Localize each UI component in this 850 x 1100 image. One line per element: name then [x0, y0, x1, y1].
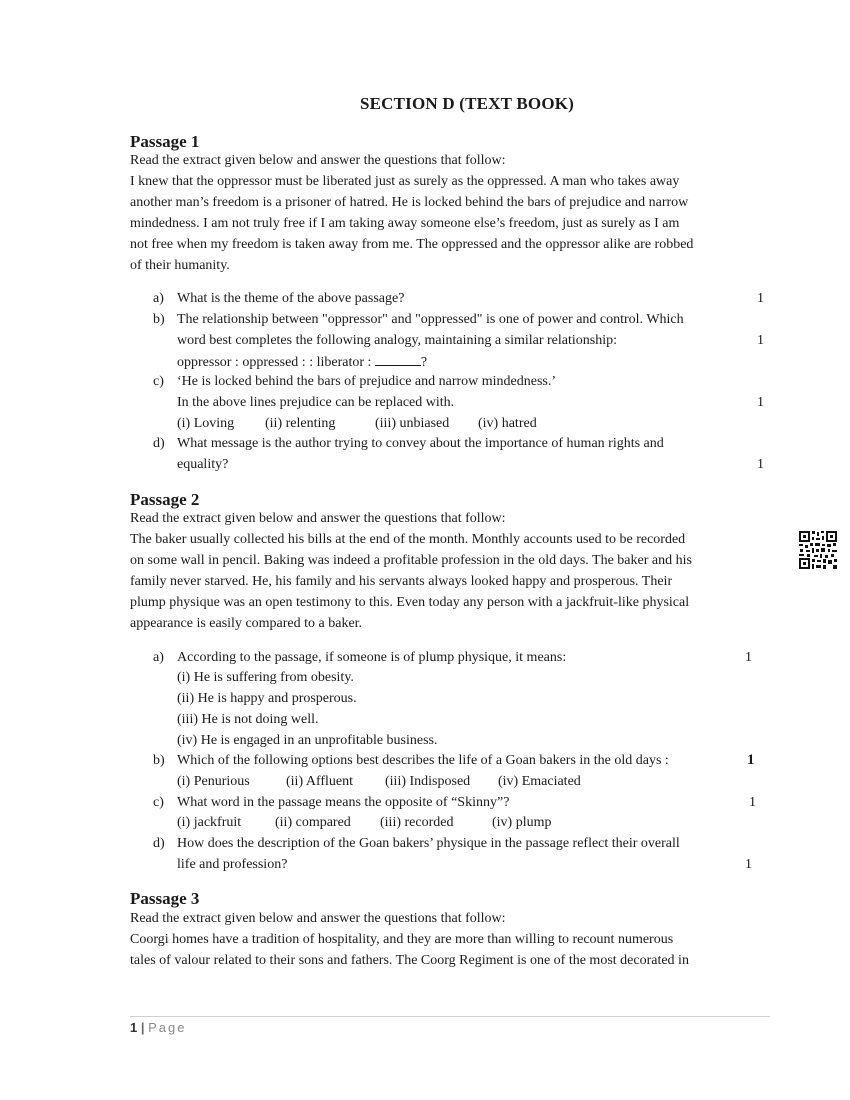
- question-marks: 1: [749, 795, 756, 810]
- question-text: According to the passage, if someone is of plump physique, it means:: [177, 650, 567, 665]
- option: (ii) relenting: [265, 416, 336, 431]
- passage-1-text-line: mindedness. I am not truly free if I am taking away someone else’s freedom, just as surely as I am: [130, 216, 680, 231]
- question-label: b): [153, 312, 165, 327]
- option: (iv) Emaciated: [498, 774, 581, 789]
- option: (ii) Affluent: [286, 774, 354, 789]
- passage-3-heading: Passage 3: [130, 889, 200, 908]
- question-label: c): [153, 374, 164, 389]
- question-text: How does the description of the Goan bakers’ physique in the passage reflect their overall: [177, 836, 680, 851]
- question-text: Which of the following options best describes the life of a Goan bakers in the old days :: [177, 753, 669, 768]
- question-text: What word in the passage means the opposite of “Skinny”?: [177, 795, 510, 810]
- question-label: d): [153, 436, 165, 451]
- option: (ii) compared: [275, 815, 351, 830]
- passage-2-text-line: on some wall in pencil. Baking was indeed a profitable profession in the old days. The baker and his: [130, 553, 692, 568]
- analogy-text: oppressor : oppressed : : liberator :: [177, 355, 375, 370]
- question-marks: 1: [745, 650, 752, 665]
- question-text: The relationship between "oppressor" and "oppressed" is one of power and control. Which: [177, 312, 684, 327]
- footer-divider: [130, 1016, 770, 1017]
- option: (iii) Indisposed: [385, 774, 471, 789]
- option: (iv) He is engaged in an unprofitable business.: [177, 733, 438, 748]
- option: (iv) plump: [492, 815, 552, 830]
- option: (i) Penurious: [177, 774, 250, 789]
- passage-3-text-line: Coorgi homes have a tradition of hospitality, and they are more than willing to recount numerous: [130, 932, 674, 947]
- question-marks: 1: [757, 395, 764, 410]
- option: (iii) recorded: [380, 815, 454, 830]
- question-label: a): [153, 650, 164, 665]
- question-label: a): [153, 291, 164, 306]
- passage-1-text-line: another man’s freedom is a prisoner of hatred. He is locked behind the bars of prejudice and narrow: [130, 195, 689, 210]
- analogy-end: ?: [420, 355, 428, 370]
- passage-1-text-line: of their humanity.: [130, 258, 230, 273]
- question-text: What is the theme of the above passage?: [177, 291, 405, 306]
- passage-2-text-line: appearance is easily compared to a baker.: [130, 616, 363, 631]
- question-marks: 1: [757, 291, 764, 306]
- passage-3-instruction: Read the extract given below and answer the questions that follow:: [130, 911, 506, 926]
- option: (i) Loving: [177, 416, 235, 431]
- page-number: 1: [130, 1020, 138, 1035]
- question-label: c): [153, 795, 164, 810]
- question-text: ‘He is locked behind the bars of prejudice and narrow mindedness.’: [177, 374, 557, 389]
- analogy-line: [177, 353, 427, 372]
- passage-1-heading: Passage 1: [130, 132, 200, 151]
- passage-1-instruction: Read the extract given below and answer the questions that follow:: [130, 153, 506, 168]
- qr-code-icon: [798, 530, 838, 570]
- question-marks: 1: [757, 457, 764, 472]
- question-text: life and profession?: [177, 857, 288, 872]
- option: (iii) unbiased: [375, 416, 450, 431]
- question-text: word best completes the following analogy, maintaining a similar relationship:: [177, 333, 617, 348]
- question-label: b): [153, 753, 165, 768]
- question-label: d): [153, 836, 165, 851]
- passage-2-heading: Passage 2: [130, 490, 200, 509]
- passage-1-text-line: not free when my freedom is taken away from me. The oppressed and the oppressor alike are robbed: [130, 237, 694, 252]
- question-text: equality?: [177, 457, 229, 472]
- question-marks: 1: [745, 857, 752, 872]
- passage-2-text-line: family never starved. He, his family and his servants always looked happy and prosperous. Their: [130, 574, 673, 589]
- question-marks: 1: [747, 752, 755, 768]
- option: (i) He is suffering from obesity.: [177, 670, 354, 685]
- page-label: Page: [148, 1020, 187, 1035]
- passage-2-text-line: plump physique was an open testimony to this. Even today any person with a jackfruit-like physical: [130, 595, 690, 610]
- option: (iii) He is not doing well.: [177, 712, 319, 727]
- section-title: SECTION D (TEXT BOOK): [359, 94, 575, 113]
- option: (i) jackfruit: [177, 815, 242, 830]
- page-footer: [130, 1020, 187, 1035]
- passage-1-text-line: I knew that the oppressor must be liberated just as surely as the oppressed. A man who takes away: [130, 174, 680, 189]
- passage-2-text-line: The baker usually collected his bills at the end of the month. Monthly accounts used to be recorded: [130, 532, 686, 547]
- passage-2-instruction: Read the extract given below and answer the questions that follow:: [130, 511, 506, 526]
- footer-separator: |: [140, 1020, 145, 1035]
- question-text: In the above lines prejudice can be replaced with.: [177, 395, 455, 410]
- question-text: What message is the author trying to convey about the importance of human rights and: [177, 436, 664, 451]
- option: (ii) He is happy and prosperous.: [177, 691, 357, 706]
- question-marks: 1: [757, 333, 764, 348]
- option: (iv) hatred: [478, 416, 537, 431]
- answer-blank: [375, 353, 421, 366]
- passage-3-text-line: tales of valour related to their sons and fathers. The Coorg Regiment is one of the most decorated in: [130, 953, 689, 968]
